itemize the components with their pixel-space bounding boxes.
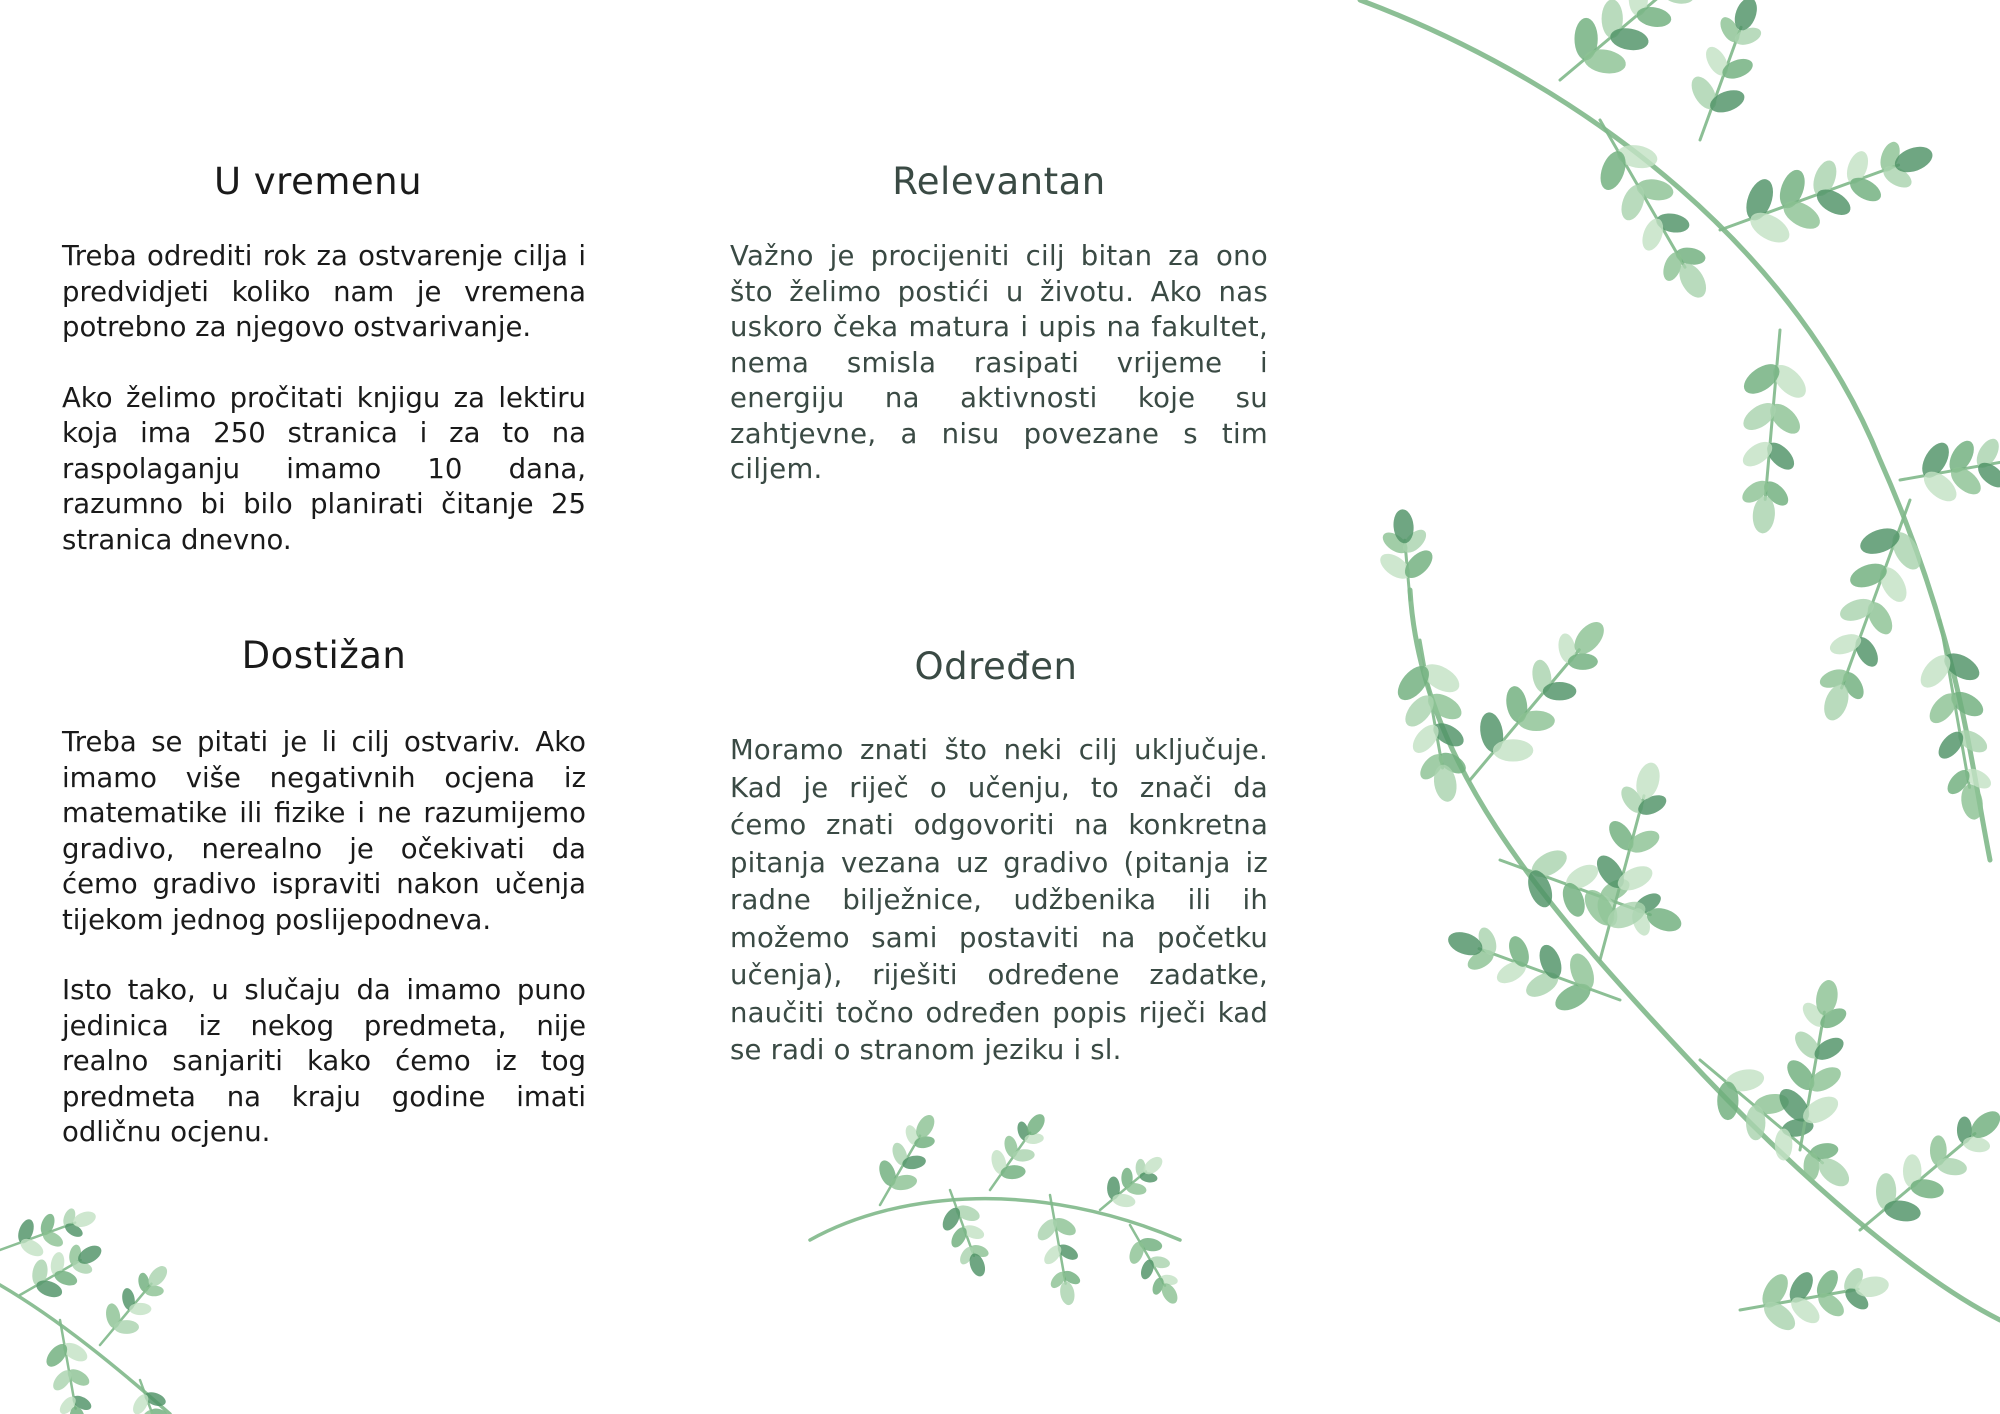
section-heading: Određen	[914, 645, 1078, 688]
section-relevantan	[730, 160, 1268, 523]
section-heading: Relevantan	[892, 160, 1106, 203]
paragraph: Moramo znati što neki cilj uključuje. Kad je riječ o učenju, to znači da ćemo znati odgovoriti na konkretna pitanja vezana uz gradivo (pitanja iz radne bilježnice, udžbenika ili ih možemo sami postaviti na početku učenja), riješiti određene zadatke, naučiti točno određen popis riječi kad se radi o stranom jeziku i sl.	[730, 734, 1268, 1066]
section-body	[62, 725, 586, 1151]
paragraph: Treba se pitati je li cilj ostvariv. Ako imamo više negativnih ocjena iz matematike ili fizike i ne razumijemo gradivo, nerealno je očekivati da ćemo gradivo ispraviti nakon učenja tijekom jednog poslijepodneva.	[62, 726, 586, 936]
section-body	[730, 239, 1268, 488]
section-dostizan	[62, 634, 586, 1186]
section-heading: U vremenu	[213, 160, 423, 203]
paragraph: Treba odrediti rok za ostvarenje cilja i predvidjeti koliko nam je vremena potrebno za njegovo ostvarivanje.	[62, 240, 586, 343]
section-body	[62, 239, 586, 558]
section-heading: Dostižan	[241, 634, 407, 677]
paragraph: Važno je procijeniti cilj bitan za ono što želimo postići u životu. Ako nas uskoro čeka matura i upis na fakultet, nema smisla rasipati vrijeme i energiju na aktivnosti koje su zahtjevne, a nisu povezane s tim ciljem.	[730, 240, 1268, 485]
paragraph: Ako želimo pročitati knjigu za lektiru koja ima 250 stranica i za to na raspolaganju imamo 10 dana, razumno bi bilo planirati čitanje 25 stranica dnevno.	[62, 381, 586, 556]
paragraph: Isto tako, u slučaju da imamo puno jedinica iz nekog predmeta, nije realno sanjariti kako ćemo iz tog predmeta na kraju godine imati odličnu ocjenu.	[62, 974, 586, 1148]
section-odreden	[730, 645, 1268, 1105]
section-body	[730, 732, 1268, 1070]
section-u-vremenu	[62, 160, 586, 593]
